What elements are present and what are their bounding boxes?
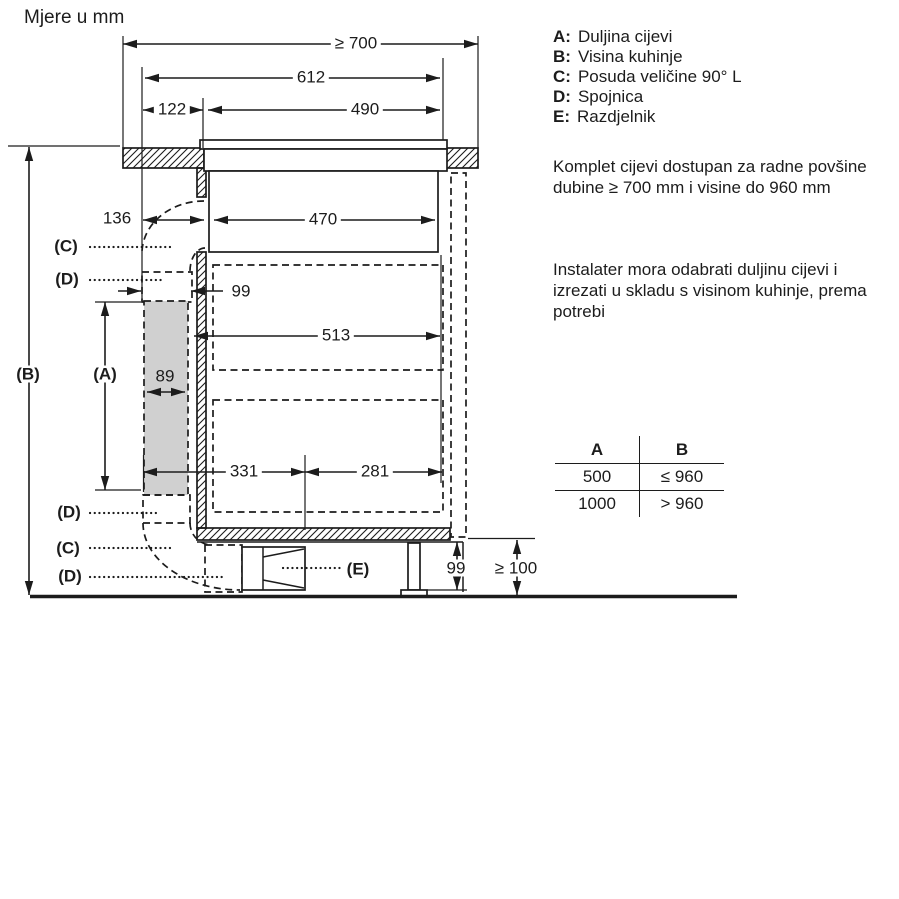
legend-label-a: Duljina cijevi [577,27,673,46]
table-header-row [555,436,724,464]
table-cell-a1: 500 [555,464,640,491]
hob-frame [204,149,447,171]
legend [553,27,742,127]
pipe-length-table [555,436,724,517]
table-header-b: B [675,439,689,459]
legend-item-d [553,87,742,107]
diffuser-box [242,547,305,590]
cabinet-wall-upper [197,168,206,197]
legend-label-d: Spojnica [577,87,644,106]
dim-label-513: 513 [318,327,354,344]
dim-label-612: 612 [293,69,329,86]
legend-key-b: B: [553,47,571,66]
dim-label-100: ≥ 100 [491,560,541,577]
worktop-left-hatch [123,148,204,168]
dim-label-99-bottom: 99 [443,560,470,577]
callout-d-bottom: (D) [58,566,82,586]
legend-item-c [553,67,742,87]
legend-key-e: E: [553,107,570,126]
legend-key-a: A: [553,27,571,46]
cabinet-bottom-panel [197,528,450,540]
callout-a: (A) [89,366,121,383]
dim-label-281: 281 [357,463,393,480]
legend-label-e: Razdjelnik [577,107,656,126]
dim-label-122: 122 [154,101,190,118]
table-cell-a2: 1000 [555,491,640,518]
note-installer: Instalater mora odabrati duljinu cijevi i izrezati u skladu s visinom kuhinje, prema potrebi [553,260,867,321]
dim-label-331: 331 [226,463,262,480]
dim-label-470: 470 [305,211,341,228]
legend-label-c: Posuda veličine 90° L [577,67,742,86]
legend-item-b [553,47,742,67]
duct-connector-bottom [143,495,190,523]
callout-d-mid: (D) [57,502,81,522]
legend-key-d: D: [553,87,571,106]
duct-straight-gray [144,301,188,495]
table-header-a: A [555,436,640,464]
duct-connector-top [142,272,192,302]
duct-connector-plinth [205,545,242,592]
cabinet-wall-lower [197,252,206,528]
table-row [555,464,724,491]
legend-key-c: C: [553,67,571,86]
callout-b: (B) [12,366,44,383]
duct-elbow-top-outer [142,201,204,253]
hob-glass-plate [200,140,447,149]
table-cell-b1: ≤ 960 [660,467,704,486]
drawer-outline-lower [213,400,443,512]
legend-item-e [553,107,742,127]
dim-label-700: ≥ 700 [331,35,381,52]
legend-item-a [553,27,742,47]
callout-e: (E) [346,559,370,579]
dim-label-89: 89 [155,366,175,386]
note-availability: Komplet cijevi dostupan za radne povšine dubine ≥ 700 mm i visine do 960 mm [553,157,867,197]
legend-label-b: Visina kuhinje [577,47,683,66]
callout-c-top: (C) [54,236,78,256]
rear-duct-channel [451,173,466,537]
callout-c-bottom: (C) [56,538,80,558]
table-row [555,491,724,518]
cabinet-foot-stem [408,543,420,590]
callout-d-top: (D) [55,269,79,289]
page-title: Mjere u mm [24,7,125,28]
table-cell-b2: > 960 [660,494,704,513]
dim-label-99-top: 99 [231,281,251,301]
dim-label-136: 136 [102,208,132,228]
dim-label-490: 490 [347,101,383,118]
